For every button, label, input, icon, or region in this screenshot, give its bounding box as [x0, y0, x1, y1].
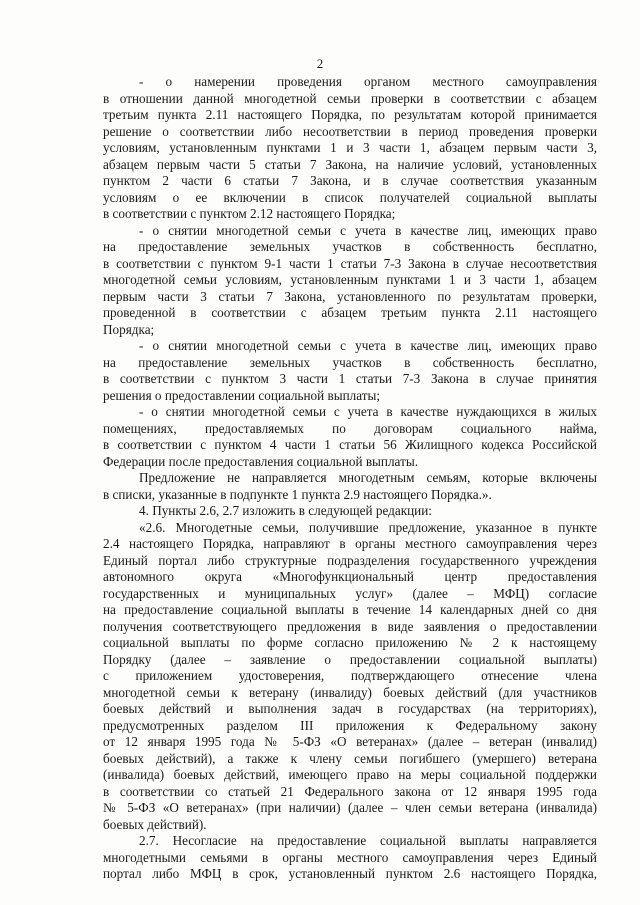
text-line: Предложение не направляется многодетным семьям, которые включены [139, 470, 597, 485]
text-line: № 5-ФЗ «О ветеранах» (при наличии) (далее – член семьи ветерана (инвалида) [103, 800, 597, 815]
text-line: от 12 января 1995 года № 5-ФЗ «О ветеранах» (далее – ветеран (инвалид) [103, 734, 597, 749]
text-line: в соответствии с пунктом 3 части 1 статьи 7-3 Закона в случае принятия [103, 371, 597, 386]
document-body [103, 74, 597, 883]
paragraph [103, 520, 597, 834]
text-line: предусмотренных разделом III приложения к Федеральному закону [103, 717, 597, 733]
text-line: пунктом 2 части 6 статьи 7 Закона, и в случае соответствия указанным [103, 173, 597, 188]
text-line: с приложением удостоверения, подтверждающего отнесение члена [103, 668, 597, 683]
text-line: в списки, указанные в подпункте 1 пункта 2.9 настоящего Порядка.». [103, 486, 492, 502]
text-line: Порядка; [103, 321, 155, 337]
text-line: на предоставление земельных участков в собственность бесплатно, [103, 354, 597, 370]
paragraph [103, 223, 597, 339]
text-line: многодетной семьи к ветерану (инвалиду) боевых действий (для участников [103, 684, 597, 700]
page-number: 2 [316, 56, 324, 71]
text-line: в соответствии с пунктом 4 части 1 статьи 56 Жилищного кодекса Российской [103, 437, 597, 452]
text-line: получения соответствующего предложения в виде заявления о предоставлении [103, 618, 597, 634]
text-line: многодетными семьями в органы местного самоуправления через Единый [103, 849, 597, 865]
paragraph [103, 470, 597, 503]
text-line: в отношении данной многодетной семьи проверки в соответствии с абзацем [103, 90, 597, 106]
text-line: - о снятии многодетной семьи с учета в качестве нуждающихся в жилых [139, 404, 597, 419]
text-line: решения о предоставлении социальной выплаты; [103, 387, 381, 403]
text-line: государственных и муниципальных услуг» (далее – МФЦ) согласие [103, 585, 597, 601]
text-line: многодетной семьи условиям, установленным пунктами 1 и 3 части 1, абзацем [103, 272, 597, 287]
text-line: решение о соответствии либо несоответствии в период проведения проверки [103, 123, 597, 139]
paragraph [103, 404, 597, 470]
text-line: в соответствии с пунктом 9-1 части 1 статьи 7-3 Закона в случае несоответствия [103, 255, 597, 271]
text-line: портал либо МФЦ в срок, установленный пунктом 2.6 настоящего Порядка, [103, 866, 597, 881]
text-line: автономного округа «Многофункциональный центр предоставления [103, 569, 597, 584]
text-line: на предоставление социальной выплаты в течение 14 календарных дней со дня [103, 602, 597, 617]
text-line: боевых действий), а также к члену семьи погибшего (умершего) ветерана [103, 750, 597, 766]
text-line: Единый портал либо структурные подразделения государственного учреждения [103, 552, 597, 568]
text-line: в соответствии с пунктом 2.12 настоящего Порядка; [103, 206, 396, 221]
text-line: третьим пункта 2.11 настоящего Порядка, по результатам которой принимается [103, 107, 597, 122]
text-line: условиям, установленным пунктами 1 и 3 части 1, абзацем первым части 3, [103, 140, 597, 155]
paragraph [103, 74, 597, 223]
text-line: боевых действий). [103, 816, 207, 832]
text-line: - о снятии многодетной семьи с учета в качестве лиц, имеющих право [139, 222, 597, 238]
text-line: - о снятии многодетной семьи с учета в качестве лиц, имеющих право [139, 338, 597, 353]
text-line: социальной выплаты по форме согласно приложению № 2 к настоящему [103, 635, 597, 650]
text-line: на предоставление земельных участков в собственность бесплатно, [103, 239, 597, 254]
text-line: помещениях, предоставляемых по договорам социального найма, [103, 420, 597, 436]
paragraph [103, 833, 597, 883]
text-line: проведенной в соответствии с абзацем третьим пункта 2.11 настоящего [103, 305, 597, 320]
paragraph [103, 338, 597, 404]
text-line: - о намерении проведения органом местного самоуправления [139, 74, 597, 89]
text-line: Порядку (далее – заявление о предоставлении социальной выплаты) [103, 651, 597, 667]
text-line: первым части 3 статьи 7 Закона, установленного по результатам проверки, [103, 288, 597, 304]
text-line: Федерации после предоставления социальной выплаты. [103, 453, 418, 469]
text-line: абзацем первым части 5 статьи 7 Закона, на наличие условий, установленных [103, 156, 597, 172]
paragraph [103, 503, 597, 520]
text-line: 2.7. Несогласие на предоставление социальной выплаты направляется [139, 833, 597, 848]
text-line: «2.6. Многодетные семьи, получившие предложение, указанное в пункте [139, 519, 597, 535]
text-line: в соответствии со статьей 21 Федерального закона от 12 января 1995 года [103, 783, 597, 799]
text-line: условиям о ее включении в список получателей социальной выплаты [103, 189, 597, 205]
text-line: боевых действий и выполнения задач в государствах (на территориях), [103, 701, 597, 716]
text-line: 4. Пункты 2.6, 2.7 изложить в следующей редакции: [139, 503, 432, 518]
text-line: 2.4 настоящего Порядка, направляют в органы местного самоуправления через [103, 536, 597, 551]
text-line: (инвалида) боевых действий, имеющего право на меры социальной поддержки [103, 767, 597, 782]
